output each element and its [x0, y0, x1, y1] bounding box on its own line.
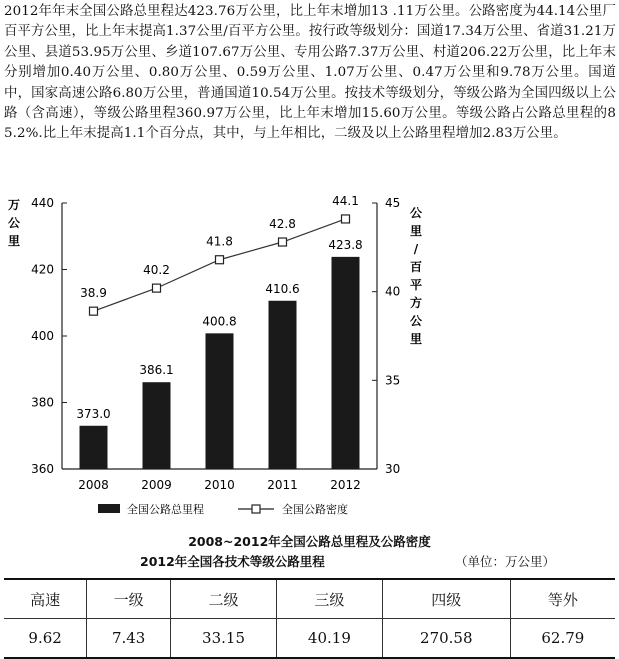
bar-value-label: 400.8 — [202, 314, 237, 329]
right-axis-label-char: 公 — [409, 314, 423, 328]
header-cell: 等外 — [510, 579, 615, 619]
legend-line-label: 全国公路密度 — [282, 503, 348, 516]
left-tick-label: 360 — [31, 462, 54, 476]
header-cell: 一级 — [87, 579, 171, 619]
bar-value-label: 373.0 — [76, 406, 111, 421]
bar-value-label: 386.1 — [139, 363, 174, 378]
density-value-label: 44.1 — [332, 193, 359, 208]
density-line — [94, 219, 346, 311]
value-cell: 7.43 — [87, 619, 171, 659]
bar-value-label: 423.8 — [328, 237, 363, 252]
density-value-label: 38.9 — [80, 286, 107, 301]
header-cell: 二级 — [171, 579, 277, 619]
left-axis-label-char: 里 — [7, 234, 21, 248]
right-tick-label: 35 — [385, 373, 401, 388]
x-tick-label: 2012 — [330, 478, 361, 492]
right-axis-label-char: / — [413, 242, 419, 256]
right-axis-label-char: 里 — [409, 224, 423, 238]
legend-bar-swatch — [98, 504, 120, 513]
density-value-label: 41.8 — [206, 234, 233, 249]
value-cell: 270.58 — [382, 619, 510, 659]
bar-value-label: 410.6 — [265, 281, 300, 296]
legend-point-swatch — [252, 505, 260, 513]
header-cell: 四级 — [382, 579, 510, 619]
header-cell: 三级 — [276, 579, 382, 619]
left-axis-label-char: 公 — [7, 216, 21, 230]
density-point — [342, 215, 350, 223]
value-cell: 62.79 — [510, 619, 615, 659]
x-tick-label: 2011 — [267, 478, 298, 492]
right-axis-label-char: 方 — [409, 296, 423, 310]
chart-title: 2008~2012年全国公路总里程及公路密度 — [188, 534, 431, 549]
density-point — [153, 284, 161, 292]
x-tick-label: 2009 — [141, 478, 172, 492]
bar — [80, 426, 108, 469]
bar — [269, 301, 297, 469]
left-tick-label: 440 — [31, 196, 54, 210]
table-header-row — [4, 579, 615, 619]
right-axis-label-char: 平 — [409, 278, 423, 292]
x-tick-label: 2008 — [78, 478, 109, 492]
density-point — [216, 256, 224, 264]
left-axis-label-char: 万 — [7, 198, 21, 212]
density-point — [279, 238, 287, 246]
bar — [332, 257, 360, 469]
value-cell: 40.19 — [276, 619, 382, 659]
value-cell: 9.62 — [4, 619, 87, 659]
right-axis-label-char: 公 — [409, 206, 423, 220]
density-value-label: 40.2 — [143, 263, 170, 278]
table-row — [4, 619, 615, 659]
intro-paragraph: 2012年年末全国公路总里程达423.76万公里，比上年末增加13 .11万公里。公路密度为44.14公里厂百平方公里，比上年末提高1.37公里/百平方公里。按行政等级划分：国道17.34万公里、省道31.21万公里、县道53.95万公里、乡道107.67万公里、专用公路7.37万公里、村道206.22万公里，比上年末分别增加0.40万公里、0.80万公里、0.59万公里、1.07万公里、0.47万公里和9.78万公里。国道中，国家高速公路6.80万公里，普通国道10.54万公里。按技术等级划分，等级公路为全国四级以上公路（含高速），等级公路里程360.97万公里，比上年末增加15.60万公里。等级公路占公路总里程的85.2%.比上年末提高1.1个百分点，其中，与上年相比，二级及以上公路里程增加2.83万公里。 — [4, 4, 616, 142]
density-point — [90, 307, 98, 315]
left-tick-label: 420 — [31, 262, 54, 277]
x-tick-label: 2010 — [204, 478, 235, 492]
table-title: 2012年全国各技术等级公路里程 — [140, 554, 325, 569]
right-tick-label: 30 — [385, 462, 401, 476]
right-axis-label-char: 里 — [409, 332, 423, 346]
left-tick-label: 380 — [31, 395, 54, 410]
legend-bar-label: 全国公路总里程 — [127, 503, 204, 516]
right-axis-label-char: 百 — [409, 260, 423, 274]
right-tick-label: 45 — [385, 196, 401, 210]
bar — [206, 333, 234, 469]
density-value-label: 42.8 — [269, 217, 296, 232]
right-tick-label: 40 — [385, 284, 401, 299]
header-cell: 高速 — [4, 579, 87, 619]
left-tick-label: 400 — [31, 329, 54, 343]
bar — [143, 382, 171, 469]
value-cell: 33.15 — [171, 619, 277, 659]
table-unit: （单位：万公里） — [455, 554, 556, 569]
grade-table — [4, 578, 615, 659]
